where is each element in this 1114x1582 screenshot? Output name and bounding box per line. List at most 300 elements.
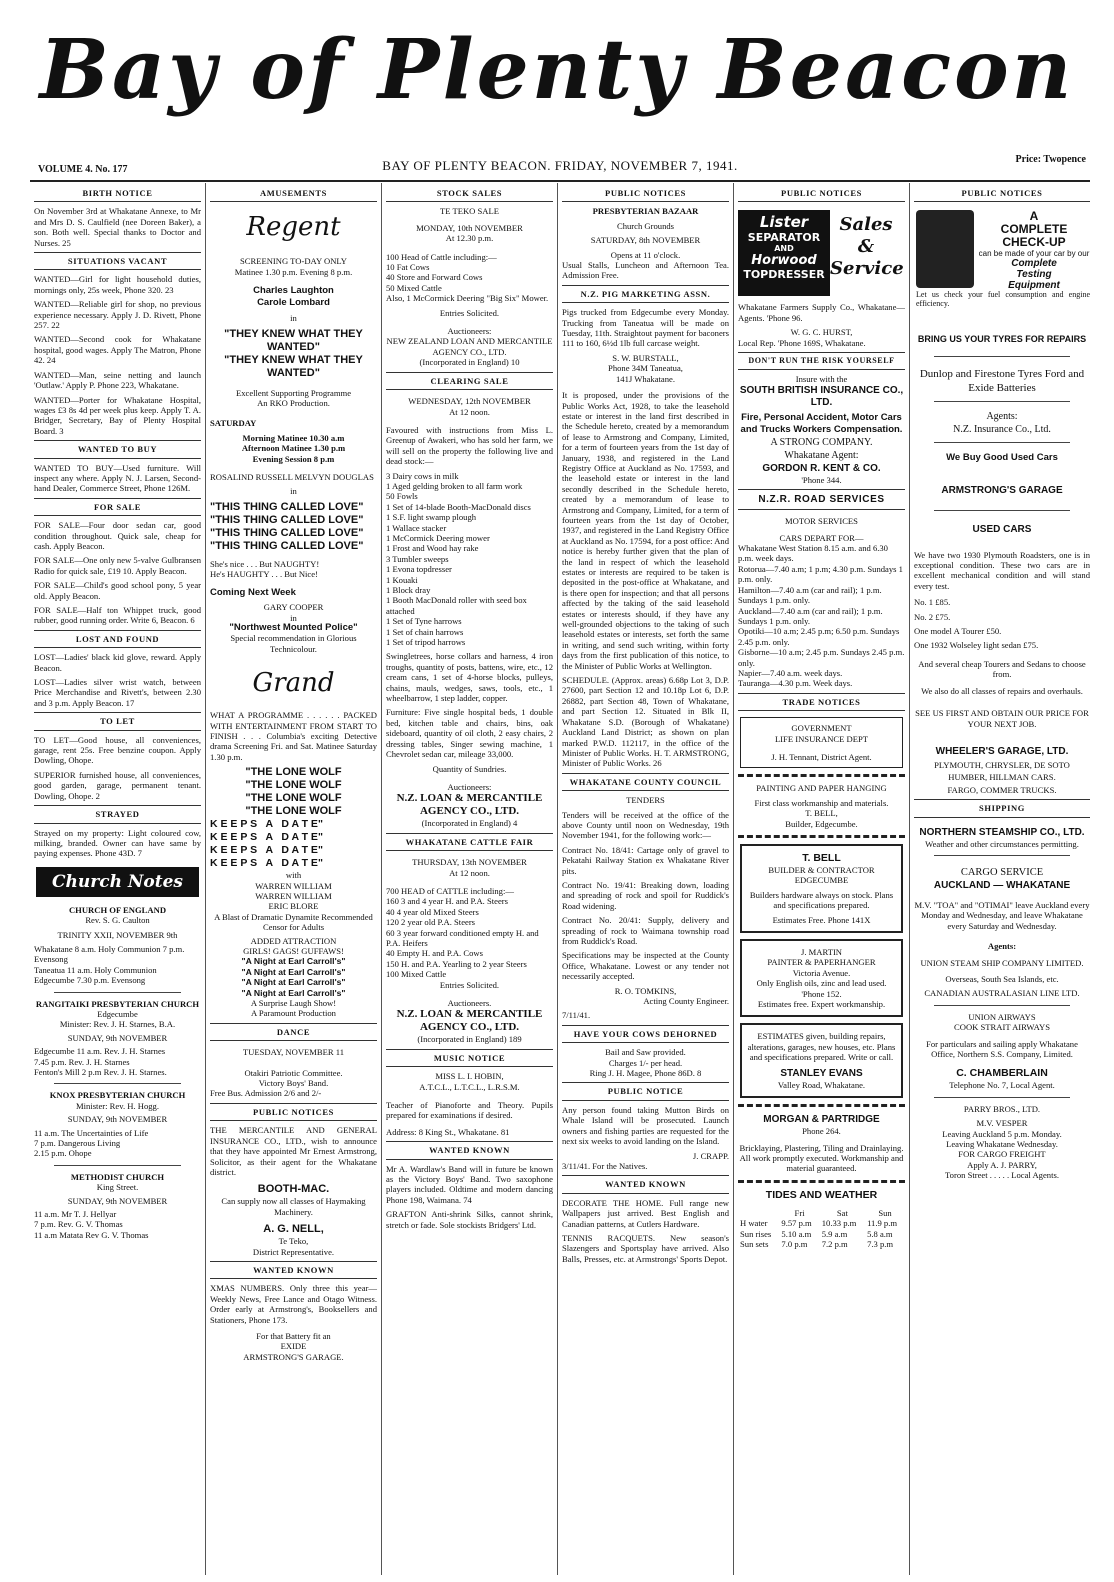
star: Carole Lombard [257,297,330,309]
contract-item: Contract No. 20/41: Supply, delivery and spreading of rock to Waimana township road from Ruddick's Road. [562,915,729,946]
amusements-heading: AMUSEMENTS [210,185,377,202]
church-line: Fenton's Mill 2 p.m Rev. J. H. Starnes. [34,1067,167,1077]
film-title: "A Night at Earl Carroll's" [241,977,346,988]
film-title: "Northwest Mounted Police" [229,621,358,633]
fair-item: Entries Solicited. [439,979,500,990]
masthead [0,0,1114,140]
public-works-text: It is proposed, under the provisions of the Public Works Act, 1928, to take the leasehold estate or interest in the land first described in the Schedule hereto, created by a memorandum of lease to Armstrong and Company, Limited, for a term of fourteen years from the 1st day of January, 1938, and registered in the Land Registry Office at Auckland as No. 17593, and the leasehold estate or interest in the land secondly described in the Schedule hereto, created by a memorandum of lease to Armstrong and Company, Limited, for a term of fourteen years from the 1st day of October, 1937, and registered in the Land Registry Office at Auckland as No. 17594, for a post office: And notice is hereby further given that the plan of the land in respect of which the leasehold estates or interests are required to be taken is deposited in the post-office at Whakatane, and is there open for inspection; and that all persons affected by the taking of the said leasehold estates or interests should, if they have any well-grounded objections to the taking of such leasehold estates or interests, set forth the same in writing, and send such writing, within forty days from the first publication of this notice, to the Minister of Public Works at Wellington. [562,390,729,671]
lost-item: LOST—Ladies' black kid glove, reward. Apply Beacon. [34,652,201,673]
wheelers-garage: WHEELER'S GARAGE, LTD. [935,745,1069,757]
vesper-line: Leaving Auckland 5 p.m. Monday. [942,1128,1062,1139]
cattle-fair-heading: WHAKATANE CATTLE FAIR [386,833,553,851]
checkup-advert [914,206,1090,316]
te-teko-sale: TE TEKO SALE [439,206,500,217]
paint-line: Builder, Edgecumbe. [785,818,858,829]
stock-sales-heading: STOCK SALES [386,185,553,202]
tides-value: 9.57 p.m [781,1218,812,1229]
clearing-item: 1 Evona topdresser [386,564,452,575]
sale-item: Also, 1 McCormick Deering "Big Six" Mower. [386,293,549,304]
chamberlain-name: C. CHAMBERLAIN [956,1067,1048,1080]
tides-day: Fri [794,1207,805,1218]
lister-text: Whakatane Farmers Supply Co., Whakatane—Agents. 'Phone 96. [738,302,905,323]
tyres-repairs: BRING US YOUR TYRES FOR REPAIRS [917,334,1087,345]
gov-agent: J. H. Tennant, District Agent. [771,751,872,762]
fair-item: 40 4 year old Mixed Steers [386,906,479,917]
tides-row [738,1218,905,1228]
sale-date: WEDNESDAY, 12th NOVEMBER [408,396,531,407]
grand-logo: Grand [252,668,335,699]
tenders-label: TENDERS [626,795,665,806]
church-name: CHURCH OF ENGLAND [68,904,167,915]
route: AUCKLAND — WHAKATANE [933,879,1071,891]
church-day: SUNDAY, 9th NOVEMBER [67,1195,168,1206]
regent-logo: Regent [246,212,341,243]
canadian-line: CANADIAN AUSTRALASIAN LINE LTD. [924,988,1080,999]
tides-header-row [738,1208,905,1218]
morgan-phone: Phone 264. [802,1126,841,1137]
dunlop-line: Dunlop and Firestone Tyres Ford and Exide Batteries [919,368,1085,395]
agent-label: Whakatane Agent: [784,449,859,461]
parry-bros: PARRY BROS., LTD. [963,1103,1041,1114]
film-note: A Surprise Laugh Show! [250,998,337,1009]
checkup-line: CHECK-UP [1002,235,1066,250]
fair-item: 40 Empty H. and P.A. Cows [386,948,483,959]
mutton-bird-text: Any person found taking Mutton Birds on Whale Island will be prosecuted. Launch owners and fishing parties are requested for the next six weeks to avoid landing on the Island. [562,1104,729,1147]
gov-line: LIFE INSURANCE DEPT [774,733,869,744]
nss-text: Weather and other circumstances permitting. [925,838,1079,849]
situation-item: WANTED—Porter for Whakatane Hospital, wages £3 8s 4d per week plus keep. Apply T. A. Bridger, Secretary, Bay of Plenty Hospital Board. 3 [34,394,201,436]
dehorn-line: Charges 1/- per head. [608,1057,683,1068]
situation-item: WANTED—Girl for light household duties, mornings only, 25s week, Phone 320. 23 [34,274,201,295]
south-british-insurance: SOUTH BRITISH INSURANCE CO., LTD. [739,384,904,408]
bazaar-line: Opens at 11 o'clock. [610,249,681,260]
in-label: in [290,612,297,623]
wanted-to-buy-heading: WANTED TO BUY [34,440,201,458]
used-car-item: One model A Tourer £50. [914,626,1002,637]
hurst-line: Local Rep. 'Phone 169S, Whakatane. [738,337,866,348]
morgan-line: Bricklaying, Plastering, Tiling and Drainlaying. [739,1142,904,1153]
tides-value: 7.3 p.m [867,1238,894,1249]
blast-text: A Blast of Dramatic Dynamite Recommended Censor for Adults [214,911,373,933]
auctioneer-line: N.Z. LOAN & MERCANTILE AGENCY CO., LTD. [396,1008,543,1034]
church-name: RANGITAIKI PRESBYTERIAN CHURCH [35,998,200,1009]
gov-line: GOVERNMENT [791,723,852,734]
column-2 [206,183,382,1575]
lister-logo [738,210,830,296]
church-line: Whakatane 8 a.m. Holy Communion 7 p.m. Evensong [34,943,185,965]
fair-item: 120 2 year old P.A. Steers [386,917,476,928]
tagline: He's HAUGHTY . . . But Nice! [210,569,318,580]
church-line: Edgecumbe 7.30 p.m. Evensong [34,975,146,986]
auctioneer-line: Auctioneers: [447,326,492,337]
wanted-known-heading: WANTED KNOWN [386,1141,553,1159]
church-line: 7 p.m. Rev. G. V. Thomas [34,1219,123,1230]
checkup-line: Complete [1011,258,1057,270]
airways-line: UNION AIRWAYS [968,1011,1036,1022]
newspaper-title: Bay of Plenty Beacon [39,22,1075,118]
wheeler-line: FARGO, COMMER TRUCKS. [947,784,1057,795]
wheeler-line: PLYMOUTH, CHRYSLER, DE SOTO [934,759,1070,770]
martin-phone: 'Phone 152. [801,988,842,999]
clearing-item: 1 Aged gelding broken to all farm work [386,480,523,491]
film-title: "THE LONE WOLF [245,779,342,792]
tides-row [738,1239,905,1249]
checkup-line: Equipment [1008,280,1060,292]
columns [30,183,1094,1575]
painting-heading: PAINTING AND PAPER HANGING [756,783,887,794]
birth-notice: On November 3rd at Whakatane Annexe, to Mr and Mrs D. S. Caulfield (nee Doreen Baker), a son. Both well. Special thanks to Doctor and Nurses. 25 [34,206,201,248]
kent-phone: 'Phone 344. [801,474,842,485]
regent-line: Matinee 1.30 p.m. Evening 8 p.m. [234,266,353,277]
pig-marketing-heading: N.Z. PIG MARKETING ASSN. [562,285,729,303]
public-notice-text: THE MERCANTILE AND GENERAL INSURANCE CO., LTD., wish to announce that they have appointed Mr Ernest Armstrong, Solicitor, as their agent for the Whakatane district. [210,1125,377,1177]
sale-item: FOR SALE—Half ton Whippet truck, good rubber, good running order. Write 6, Beacon. 6 [34,605,201,626]
let-item: TO LET—Good house, all conveniences, garage, rent 25s. Free benzine coupon. Apply Dowling, Ohope. [34,734,201,766]
pig-signature: 141J Whakatane. [615,373,676,384]
sale-date: MONDAY, 10th NOVEMBER [416,222,523,233]
tides-value: 5.9 a.m [821,1228,848,1239]
fair-item: 100 Mixed Cattle [386,969,447,980]
nzr-heading: N.Z.R. ROAD SERVICES [738,489,905,510]
vesper-line: Leaving Whakatane Wednesday. [946,1139,1058,1150]
nell-line: District Representative. [252,1246,335,1257]
column-3 [382,183,558,1575]
bazaar-line: Church Grounds [616,220,675,231]
kent-name: GORDON R. KENT & CO. [762,462,881,474]
film-title: K E E P S A D A T E" [210,818,323,831]
public-notices-heading: PUBLIC NOTICES [738,185,905,202]
service-line: Auckland—7.40 a.m (car and rail); 1 p.m. Sundays 1 p.m. only. [738,605,883,626]
toa-text: M.V. "TOA" and "OTIMAI" leave Auckland every Monday and Wednesday, and leave Whakatane every Saturday and Wednesday. [914,899,1090,931]
dehorn-line: Bail and Saw provided. [605,1047,686,1058]
booth-text: Can supply now all classes of Haymaking Machinery. [221,1196,366,1217]
hurst-name: W. G. C. HURST, [790,327,853,338]
trade-notices-heading: TRADE NOTICES [738,693,905,711]
price: Price: Twopence [1015,154,1086,165]
mechanic-illustration-icon [916,210,974,288]
coming-next-week: Coming Next Week [210,586,296,598]
church-day: Minister: Rev. J. H. Starnes, B.A. [59,1019,176,1030]
film-title: "A Night at Earl Carroll's" [241,966,346,977]
saturday-label: SATURDAY [210,418,257,429]
clearing-item: 1 Set of 14-blade Booth-MacDonald discs [386,501,531,512]
dehorned-heading: HAVE YOUR COWS DEHORNED [562,1025,729,1043]
sales-service-script: Sales & Service [830,214,904,280]
in-label: in [290,486,297,497]
situation-item: WANTED—Reliable girl for shop, no previous experience necessary. Apply J. D. Rivett, Phone 257. 22 [34,299,201,331]
wanted-known-item: TENNIS RACQUETS. New season's Slazengers and Sportsplay have arrived. Also Balls, Presses, etc. at Armstrongs' Sports Depot. [562,1232,729,1264]
clearing-item: 1 S.F. light swamp plough [386,512,477,523]
public-notice-heading: PUBLIC NOTICE [562,1082,729,1100]
with-line: WARREN WILLIAM [255,880,332,891]
tides-heading: TIDES AND WEATHER [765,1188,878,1201]
sale-item: FOR SALE—Four door sedan car, good condition throughout. Quick sale, cheap for cash. Apply Beacon. [34,520,201,551]
tides-label: H water [740,1218,768,1229]
clearing-item: 1 McCormick Deering mower [386,532,490,543]
nell-line: Te Teko, [278,1236,309,1247]
birth-heading: BIRTH NOTICE [34,185,201,202]
tides-label: Sun rises [740,1228,772,1239]
dance-line: Victory Boys' Band. [258,1078,329,1089]
film-title: "A Night at Earl Carroll's" [241,987,346,998]
auctioneer-line: N.Z. LOAN & MERCANTILE AGENCY CO., LTD. [396,792,543,818]
support-line: An RKO Production. [257,398,330,409]
added-line: ADDED ATTRACTION [250,935,337,946]
evans-text: ESTIMATES given, building repairs, alterations, garages, new houses, etc. Plans and specifications prepared. Write or call. [747,1031,896,1063]
tagline: She's nice . . . But NAUGHTY! [210,558,320,569]
column-4 [558,183,734,1575]
bell-box [740,844,903,933]
church-line: 2.15 p.m. Ohope [34,1148,92,1159]
used-cars-heading: USED CARS [972,524,1032,536]
lister-line: SEPARATOR [747,231,821,245]
tides-label: Sun sets [740,1238,769,1249]
engineer-name: R. O. TOMKINS, [614,985,677,996]
to-let-heading: TO LET [34,712,201,730]
airways-line: COOK STRAIT AIRWAYS [954,1022,1050,1033]
furniture-text: Furniture: Five single hospital beds, 1 double bed, kitchen table and chairs, bins, oak sideboard, quantity of oil cloth, 2 easy chairs, 2 dressing tables, Singer sewing machine, 1 Chevrolet sedan car, mileage 33,000. [386,707,553,760]
lister-brand: Lister [759,213,809,232]
sale-item: 40 Store and Forward Cows [386,272,483,283]
repairs-text: We also do all classes of repairs and overhauls. [921,685,1083,696]
wanted-known-text: XMAS NUMBERS. Only three this year—Weekly News, Free Lance and Otago Witness. Order early at Armstrong's, Booksellers and Stationers, Phone 173. [210,1283,377,1325]
nell-name: A. G. NELL, [263,1223,324,1236]
tides-day: Sat [836,1207,848,1218]
lister-line: AND [774,244,794,254]
quantity-sundries: Quantity of Sundries. [432,763,507,774]
fair-item: 160 3 and 4 year H. and P.A. Steers [386,896,508,907]
sale-date: THURSDAY, 13th NOVEMBER [412,857,527,868]
situation-item: WANTED—Man, seine netting and launch 'Outlaw.' Apply P. Phone 223, Whakatane. [34,369,201,391]
tides-value: 11.9 p.m [867,1218,898,1229]
strayed-text: Strayed on my property: Light coloured cow, milking, branded. Owner can have same by paying expenses. Phone 43D. 7 [34,827,201,859]
column-1 [30,183,206,1575]
service-line: Gisborne—10 a.m; 2.45 p.m. Sundays 2.45 p.m. only. [738,647,905,668]
lost-item: LOST—Ladies silver wrist watch, between Price Merchandise and Rivett's, between 2.30 and 3 p.m. Apply Beacon. 17 [34,677,201,708]
auctioneer-line: NEW ZEALAND LOAN AND MERCANTILE AGENCY CO., LTD. [386,336,553,357]
sale-time: At 12 noon. [449,406,490,417]
bazaar-title: PRESBYTERIAN BAZAAR [592,206,699,217]
issue-date: BAY OF PLENTY BEACON. FRIDAY, NOVEMBER 7, 1941. [382,158,738,173]
battery-line: ARMSTRONG'S GARAGE. [243,1351,344,1362]
paint-line: First class workmanship and materials. [754,797,889,808]
checkup-line: can be made of your car by our [978,249,1090,259]
airways-text: For particulars and sailing apply Whakatane Office, Northern S.S. Company, Limited. [926,1038,1078,1059]
situations-heading: SITUATIONS VACANT [34,252,201,270]
film-note: A Paramount Production [251,1008,336,1019]
cargo-service: CARGO SERVICE [960,866,1044,878]
with-line: WARREN WILLIAM [255,890,332,901]
agents-line: N.Z. Insurance Co., Ltd. [953,424,1051,436]
agents-line: Agents: [986,411,1018,423]
sale-item: 10 Fat Cows [386,262,430,273]
church-line: 7.45 p.m. Rev. J. H. Starnes [34,1056,130,1067]
martin-line: J. MARTIN [800,947,843,958]
film-title: "THEY KNEW WHAT THEY WANTED" [224,327,363,353]
booth-mac: BOOTH-MAC. [257,1183,330,1196]
auctioneer-line: Auctioneers. [447,998,492,1008]
bell-name: T. BELL [802,852,841,864]
martin-phone: Estimates free. Expert workmanship. [757,999,886,1010]
clearing-item: 1 Set of chain harrows [386,626,464,637]
church-name: KNOX PRESBYTERIAN CHURCH [49,1090,186,1101]
film-title: "THE LONE WOLF [245,805,342,818]
northern-steamship: NORTHERN STEAMSHIP CO., LTD. [919,826,1085,838]
sale-item: Entries Solicited. [439,307,500,318]
martin-box [740,939,903,1017]
music-text: Teacher of Pianoforte and Theory. Pupils prepared for examinations if desired. [386,1100,553,1121]
evans-box [740,1023,903,1098]
church-line: 7 p.m. Dangerous Living [34,1138,121,1149]
buy-used-cars: We Buy Good Used Cars [946,452,1058,464]
vesper-line: FOR CARGO FREIGHT [958,1149,1046,1160]
situation-item: WANTED—Second cook for Whakatane hospital, good wages. Apply The Matron, Phone 42. 24 [34,334,201,366]
wanted-known-heading: WANTED KNOWN [210,1261,377,1279]
bell-estimates: Estimates Free. Phone 141X [772,914,871,925]
checkup-line: A [1029,209,1039,224]
church-line: SUNDAY, 9th NOVEMBER [67,1032,168,1043]
tides-value: 10.33 p.m [821,1218,857,1229]
film-title: K E E P S A D A T E" [210,831,323,844]
clearing-item: 1 Booth MacDonald roller with seed box attached [386,595,527,616]
public-notices-heading: PUBLIC NOTICES [562,185,729,202]
stars: ROSALIND RUSSELL MELVYN DOUGLAS [210,472,374,483]
clearing-item: 50 Fowls [386,491,418,502]
pig-text: Pigs trucked from Edgecumbe every Monday. Trucking from Taneatua will be made on Tuesday, 11th. Straightout payment for baconers 111 to 160, 6½d 1lb full carcase weight. [562,307,729,349]
let-item: SUPERIOR furnished house, all conveniences, good garden, garage, permanent tenant. Dowling, Ohope. 2 [34,769,201,801]
wanted-known-item: DECORATE THE HOME. Full range new Wallpapers just arrived. Best English and Canadian patterns, at Cutlers Hardware. [562,1197,729,1229]
film-title: "THIS THING CALLED LOVE" [210,539,364,552]
tides-row [738,1229,905,1239]
martin-line: PAINTER & PAPERHANGER [767,957,876,968]
martin-line: Victoria Avenue. [792,967,851,978]
music-notice-heading: MUSIC NOTICE [386,1049,553,1067]
vesper-line: Toron Street . . . . . Local Agents. [945,1170,1059,1181]
clearing-item: 3 Tumbler sweeps [386,553,449,564]
wheeler-line: HUMBER, HILLMAN CARS. [948,772,1056,783]
star: Charles Laughton [253,285,334,297]
church-line: 11 a.m. The Uncertainties of Life [34,1127,149,1138]
music-teacher: MISS L. I. HOBIN, [435,1071,504,1082]
pig-signature: S. W. BURSTALL, [612,352,679,363]
added-line: GIRLS! GAGS! GUFFAWS! [243,946,344,956]
church-minister: Minister: Rev. H. Hogg. [76,1100,159,1111]
grand-text: WHAT A PROGRAMME . . . . . . PACKED WITH ENTERTAINMENT FROM START TO FINISH . . . Columbia's exciting Detective drama Screening Fri. and Sat. Matinee Saturday 1.30 p.m. [210,710,377,762]
film-title: "THE LONE WOLF [245,766,342,779]
clearing-text: Favoured with instructions from Miss L. Greenup of Awakeri, who has sold her farm, we will sell on the property the following live and dead stock:— [386,424,553,467]
evans-name: STANLEY EVANS [780,1067,863,1079]
bell-line: EDGECUMBE [794,875,849,886]
film-title: "A Night at Earl Carroll's" [241,956,346,967]
church-minister: Rev. S. G. Caulton [85,915,150,926]
session: Afternoon Matinee 1.30 p.m [241,443,346,454]
dance-line: TUESDAY, NOVEMBER 11 [242,1047,345,1058]
bazaar-line: Usual Stalls, Luncheon and Afternoon Tea. Admission Free. [562,260,729,281]
tides-value: 5.8 a.m [867,1228,893,1239]
sale-time: At 12 noon. [449,867,490,878]
clearing-item: 1 Wallace stacker [386,522,447,533]
church-minister: King Street. [96,1182,139,1193]
public-notices-heading: PUBLIC NOTICES [914,185,1090,202]
insurance-types: Fire, Personal Accident, Motor Cars and Trucks Workers Compensation. [740,411,903,435]
film-title: "THIS THING CALLED LOVE" [210,500,364,513]
wanted-known-heading: WANTED KNOWN [562,1175,729,1193]
contract-item: Specifications may be inspected at the County Office, Whakatane. Lowest or any tender not necessarily accepted. [562,950,729,982]
music-address: Address: 8 King St., Whakatane. 81 [386,1126,510,1137]
battery-line: EXIDE [280,1341,307,1352]
clearing-item: 3 Dairy cows in milk [386,470,459,481]
church-day: SUNDAY, 9th NOVEMBER [67,1114,168,1125]
lister-line: Horwood [751,253,817,269]
column-5 [734,183,910,1575]
church-notes-logo: Church Notes [36,867,199,897]
clearing-item: 1 Block dray [386,585,431,595]
church-line: Taneatua 11 a.m. Holy Communion [34,964,157,975]
for-sale-heading: FOR SALE [34,498,201,516]
insure-line: Insure with the [795,374,848,385]
lister-line: TOPDRESSER [743,268,825,282]
session: Morning Matinee 10.30 a.m [242,432,345,443]
contract-item: Contract No. 18/41: Cartage only of gravel to Pekatahi Railway Station ex Whakatane River pits. [562,844,729,876]
checkup-text: Let us check your fuel consumption and engine efficiency. [916,290,1090,309]
schedule-text: SCHEDULE. (Approx. areas) 6.68p Lot 3, D.P. 27600, part Section 12 and 10.18p Lot 6, D.P. 26882, part Section 48, Town of Whakatane, and part Section 12. Situated in Blk II, Whakatane S.D. (Borough of Whakatane) Auckland Land District; as shown on plan marked P.W.D. 112117, in the office of the Minister of Public Works. H. T. ARMSTRONG, Minister of Public Works. 26 [562,675,729,769]
dance-heading: DANCE [210,1023,377,1041]
auctioneer-line: (Incorporated in England) 189 [417,1034,522,1045]
used-car-item: No. 1 £85. [914,597,951,608]
checkup-line: Testing [1016,269,1052,281]
county-council-heading: WHAKATANE COUNTY COUNCIL [562,773,729,791]
film-title: "THE LONE WOLF [245,792,342,805]
risk-heading: DON'T RUN THE RISK YOURSELF [738,352,905,370]
fair-item: 60 3 year forward conditioned empty H. and P.A. Heifers [386,927,539,948]
sale-item: 50 Mixed Cattle [386,282,442,293]
clearing-sale-heading: CLEARING SALE [386,372,553,390]
checkup-line: COMPLETE [1000,222,1068,237]
bazaar-line: SATURDAY, 8th NOVEMBER [590,235,701,246]
government-life-box [740,717,903,768]
recommendation: Special recommendation in Glorious Technicolour. [230,633,357,654]
fair-item: 150 H. and P.A. Yearling to 2 year Steers [386,958,527,969]
service-line: Opotiki—10 a.m; 2.45 p.m; 6.50 p.m. Sundays 2.45 p.m. only. [738,626,900,647]
armstrongs-garage: ARMSTRONG'S GARAGE [941,484,1063,496]
morgan-line: All work promptly executed. Workmanship and material guaranteed. [739,1152,904,1174]
sale-item: FOR SALE—Child's good school pony, 5 year old. Apply Beacon. [34,580,201,601]
with-line: with [285,870,302,881]
shipping-heading: SHIPPING [914,799,1090,817]
church-line: 11 a.m. Mr T. J. Hellyar [34,1209,117,1220]
film-title: "THEY KNEW WHAT THEY WANTED" [224,353,363,379]
church-day: TRINITY XXII, NOVEMBER 9th [57,929,178,940]
overseas-line: Overseas, South Sea Islands, etc. [945,973,1059,984]
dance-line: Otakiri Patriotic Committee. [244,1067,343,1078]
clearing-item: 1 Frost and Wood hay rake [386,543,479,554]
engineer-title: Acting County Engineer. [643,996,729,1007]
bell-text: Builders hardware always on stock. Plans and specifications prepared. [749,889,894,911]
bell-line: BUILDER & CONTRACTOR [768,865,875,875]
service-line: Whakatane West Station 8.15 a.m. and 6.30 p.m. week days. [738,543,888,564]
tides-table [738,1208,905,1250]
church-line: 11 a.m Matata Rev G. V. Thomas [34,1229,149,1240]
auctioneer-line: (Incorporated in England) 4 [421,818,518,829]
union-steam: UNION STEAM SHIP COMPANY LIMITED. [920,957,1084,968]
music-qualifications: A.T.C.L., L.T.C.L., L.R.S.M. [419,1081,520,1092]
vesper: M.V. VESPER [976,1118,1028,1129]
chamberlain-line: Telephone No. 7, Local Agent. [949,1080,1055,1091]
volume-number: VOLUME 4. No. 177 [38,164,128,175]
morgan-partridge: MORGAN & PARTRIDGE [763,1114,880,1126]
contract-item: Contract No. 19/41: Breaking down, loading and spreading of rock and spoil for Ruddick's Road widening. [562,879,729,911]
used-car-item: No. 2 £75. [914,611,951,622]
